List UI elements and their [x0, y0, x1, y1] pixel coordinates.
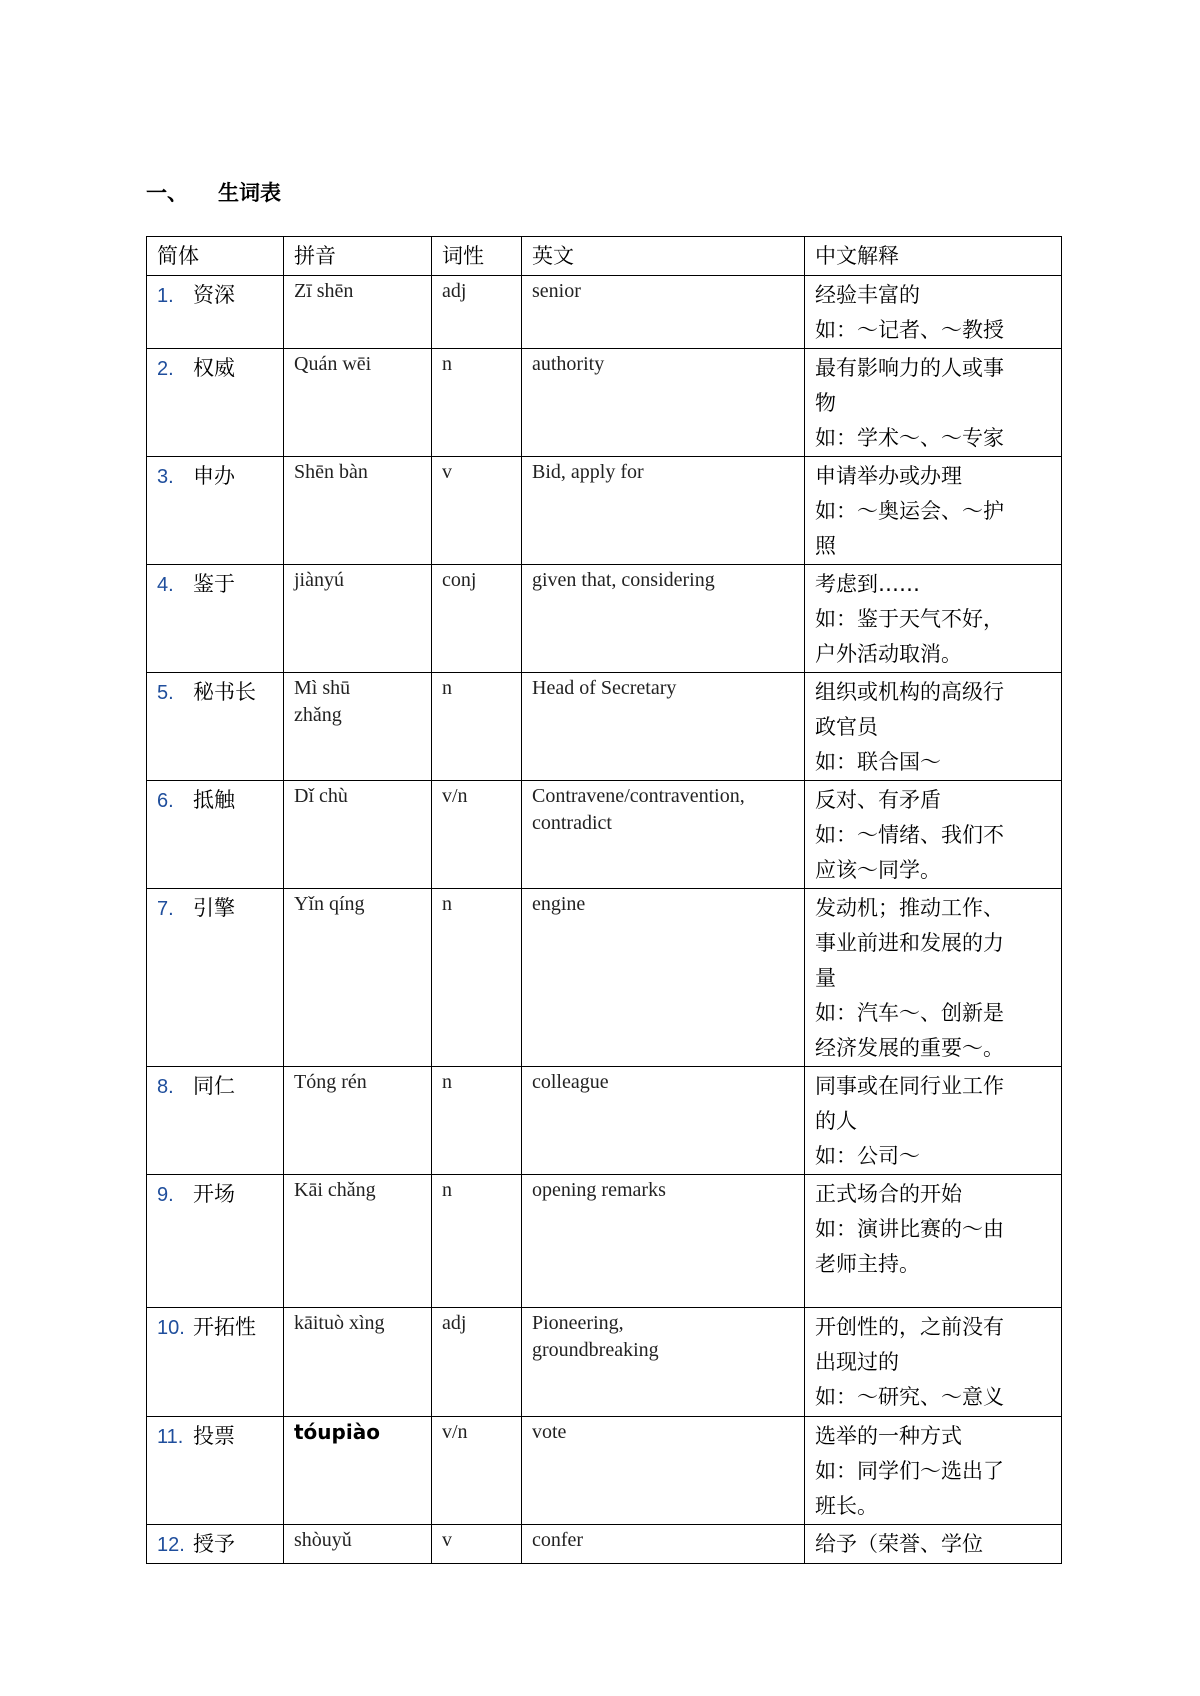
pinyin-text: Mì shū [294, 677, 351, 699]
cell-simplified [147, 276, 284, 349]
cell-english [522, 1525, 805, 1564]
cell-explanation [805, 889, 1062, 1067]
explanation-text: 事业前进和发展的力 [815, 931, 1004, 955]
cell-english [522, 1067, 805, 1175]
cell-pos: n [432, 1175, 522, 1308]
cell-pos: v [432, 1525, 522, 1564]
row-index: 11. [157, 1426, 184, 1448]
explanation-text: 如：～研究、～意义 [815, 1385, 1004, 1409]
header-pinyin: 拼音 [284, 237, 432, 276]
table-row [147, 673, 1062, 781]
pinyin-text: shòuyǔ [294, 1529, 352, 1551]
pinyin-text: Yǐn qíng [294, 893, 365, 915]
cell-pos: n [432, 889, 522, 1067]
table-row [147, 781, 1062, 889]
cell-english [522, 1417, 805, 1525]
row-index: 2. [157, 358, 174, 380]
pinyin-text: Zī shēn [294, 280, 354, 302]
english-text: given that, considering [532, 569, 715, 591]
section-title: 生词表 [218, 181, 281, 205]
cell-pinyin [284, 457, 432, 565]
simplified-word: 投票 [193, 1424, 235, 1448]
cell-pinyin [284, 1308, 432, 1417]
cell-explanation [805, 781, 1062, 889]
table-row [147, 565, 1062, 673]
pinyin-text: tóupiào [294, 1420, 380, 1444]
cell-simplified [147, 1067, 284, 1175]
explanation-text: 量 [815, 966, 836, 990]
cell-english [522, 673, 805, 781]
cell-pinyin [284, 781, 432, 889]
explanation-text: 经济发展的重要～。 [815, 1036, 1004, 1060]
cell-pos: n [432, 1067, 522, 1175]
explanation-text: 班长。 [815, 1494, 878, 1518]
cell-pinyin [284, 1175, 432, 1308]
explanation-text: 政官员 [815, 715, 878, 739]
explanation-text: 如：联合国～ [815, 750, 941, 774]
explanation-text: 老师主持。 [815, 1252, 920, 1276]
cell-explanation [805, 276, 1062, 349]
english-text: contradict [532, 812, 612, 834]
pinyin-text: kāituò xìng [294, 1312, 385, 1334]
explanation-text: 如：～记者、～教授 [815, 318, 1004, 342]
explanation-text: 出现过的 [815, 1350, 899, 1374]
cell-simplified [147, 457, 284, 565]
explanation-text: 最有影响力的人或事 [815, 356, 1004, 380]
table-header-row [147, 237, 1062, 276]
english-text: confer [532, 1529, 584, 1551]
simplified-word: 同仁 [193, 1074, 235, 1098]
cell-english [522, 565, 805, 673]
explanation-text: 考虑到…… [815, 572, 920, 596]
english-text: Contravene/contravention, [532, 785, 745, 807]
section-number: 一、 [146, 181, 188, 205]
simplified-word: 开拓性 [193, 1315, 256, 1339]
row-index: 5. [157, 682, 174, 704]
table-row [147, 1175, 1062, 1308]
cell-simplified [147, 1308, 284, 1417]
cell-pinyin [284, 1525, 432, 1564]
english-text: Bid, apply for [532, 461, 644, 483]
explanation-text: 照 [815, 534, 836, 558]
section-heading [146, 178, 281, 208]
header-pos: 词性 [432, 237, 522, 276]
table-row [147, 1417, 1062, 1525]
explanation-text: 如：鉴于天气不好， [815, 607, 1004, 631]
cell-simplified [147, 889, 284, 1067]
table-row [147, 1308, 1062, 1417]
cell-explanation [805, 565, 1062, 673]
pinyin-text: jiànyú [294, 569, 344, 591]
simplified-word: 鉴于 [193, 572, 235, 596]
table-row [147, 276, 1062, 349]
explanation-text: 申请举办或办理 [815, 464, 962, 488]
english-text: colleague [532, 1071, 609, 1093]
explanation-text: 开创性的，之前没有 [815, 1315, 1004, 1339]
explanation-text: 如：同学们～选出了 [815, 1459, 1004, 1483]
cell-simplified [147, 565, 284, 673]
english-text: authority [532, 353, 605, 375]
vocabulary-table [146, 236, 1062, 1564]
cell-explanation [805, 1525, 1062, 1564]
explanation-text: 反对、有矛盾 [815, 788, 941, 812]
english-text: vote [532, 1421, 567, 1443]
english-text: groundbreaking [532, 1339, 659, 1361]
explanation-text: 发动机；推动工作、 [815, 896, 1004, 920]
cell-explanation [805, 1417, 1062, 1525]
simplified-word: 权威 [193, 356, 235, 380]
explanation-text: 如：公司～ [815, 1144, 920, 1168]
explanation-text: 如：汽车～、创新是 [815, 1001, 1004, 1025]
table-row [147, 1525, 1062, 1564]
cell-simplified [147, 1525, 284, 1564]
cell-explanation [805, 1175, 1062, 1308]
explanation-text: 正式场合的开始 [815, 1182, 962, 1206]
cell-simplified [147, 349, 284, 457]
cell-pinyin [284, 276, 432, 349]
cell-simplified [147, 1175, 284, 1308]
cell-pinyin [284, 1067, 432, 1175]
row-index: 8. [157, 1076, 174, 1098]
cell-pos: v/n [432, 1417, 522, 1525]
row-index: 7. [157, 898, 174, 920]
cell-pinyin [284, 349, 432, 457]
explanation-text: 户外活动取消。 [815, 642, 962, 666]
cell-explanation [805, 1067, 1062, 1175]
cell-explanation [805, 1308, 1062, 1417]
cell-pos: n [432, 673, 522, 781]
simplified-word: 引擎 [193, 896, 235, 920]
explanation-text: 选举的一种方式 [815, 1424, 962, 1448]
simplified-word: 申办 [193, 464, 235, 488]
row-index: 9. [157, 1184, 174, 1206]
table-row [147, 349, 1062, 457]
explanation-text: 如：～奥运会、～护 [815, 499, 1004, 523]
cell-pinyin [284, 889, 432, 1067]
cell-simplified [147, 673, 284, 781]
english-text: opening remarks [532, 1179, 666, 1201]
simplified-word: 秘书长 [193, 680, 256, 704]
cell-pinyin [284, 1417, 432, 1525]
explanation-text: 经验丰富的 [815, 283, 920, 307]
explanation-text: 给予（荣誉、学位 [815, 1532, 983, 1556]
pinyin-text: Shēn bàn [294, 461, 368, 483]
simplified-word: 授予 [193, 1532, 235, 1556]
pinyin-text: Dǐ chù [294, 785, 348, 807]
row-index: 4. [157, 574, 174, 596]
explanation-text: 如：演讲比赛的～由 [815, 1217, 1004, 1241]
cell-english [522, 1175, 805, 1308]
cell-simplified [147, 1417, 284, 1525]
cell-pinyin [284, 565, 432, 673]
simplified-word: 开场 [193, 1182, 235, 1206]
row-index: 6. [157, 790, 174, 812]
english-text: Head of Secretary [532, 677, 677, 699]
cell-english [522, 457, 805, 565]
cell-pos: v [432, 457, 522, 565]
pinyin-text: Tóng rén [294, 1071, 367, 1093]
explanation-text: 物 [815, 391, 836, 415]
simplified-word: 资深 [193, 283, 235, 307]
explanation-text: 组织或机构的高级行 [815, 680, 1004, 704]
cell-pos: conj [432, 565, 522, 673]
cell-english [522, 889, 805, 1067]
cell-pos: v/n [432, 781, 522, 889]
pinyin-text: zhǎng [294, 704, 342, 726]
cell-explanation [805, 673, 1062, 781]
table-row [147, 457, 1062, 565]
row-index: 3. [157, 466, 174, 488]
cell-pinyin [284, 673, 432, 781]
header-simplified: 简体 [147, 237, 284, 276]
row-index: 1. [157, 285, 174, 307]
row-index: 10. [157, 1317, 185, 1339]
cell-explanation [805, 457, 1062, 565]
english-text: Pioneering, [532, 1312, 624, 1334]
header-english: 英文 [522, 237, 805, 276]
cell-english [522, 276, 805, 349]
english-text: engine [532, 893, 586, 915]
cell-english [522, 349, 805, 457]
cell-pos: n [432, 349, 522, 457]
explanation-text: 同事或在同行业工作 [815, 1074, 1004, 1098]
table-row [147, 889, 1062, 1067]
simplified-word: 抵触 [193, 788, 235, 812]
cell-english [522, 781, 805, 889]
explanation-text: 应该～同学。 [815, 858, 941, 882]
explanation-text: 的人 [815, 1109, 857, 1133]
row-index: 12. [157, 1534, 185, 1556]
cell-explanation [805, 349, 1062, 457]
cell-simplified [147, 781, 284, 889]
table-row [147, 1067, 1062, 1175]
cell-pos: adj [432, 276, 522, 349]
explanation-text: 如：学术～、～专家 [815, 426, 1004, 450]
cell-pos: adj [432, 1308, 522, 1417]
pinyin-text: Quán wēi [294, 353, 372, 375]
pinyin-text: Kāi chǎng [294, 1179, 376, 1201]
explanation-text: 如：～情绪、我们不 [815, 823, 1004, 847]
header-explanation: 中文解释 [805, 237, 1062, 276]
cell-english [522, 1308, 805, 1417]
english-text: senior [532, 280, 581, 302]
